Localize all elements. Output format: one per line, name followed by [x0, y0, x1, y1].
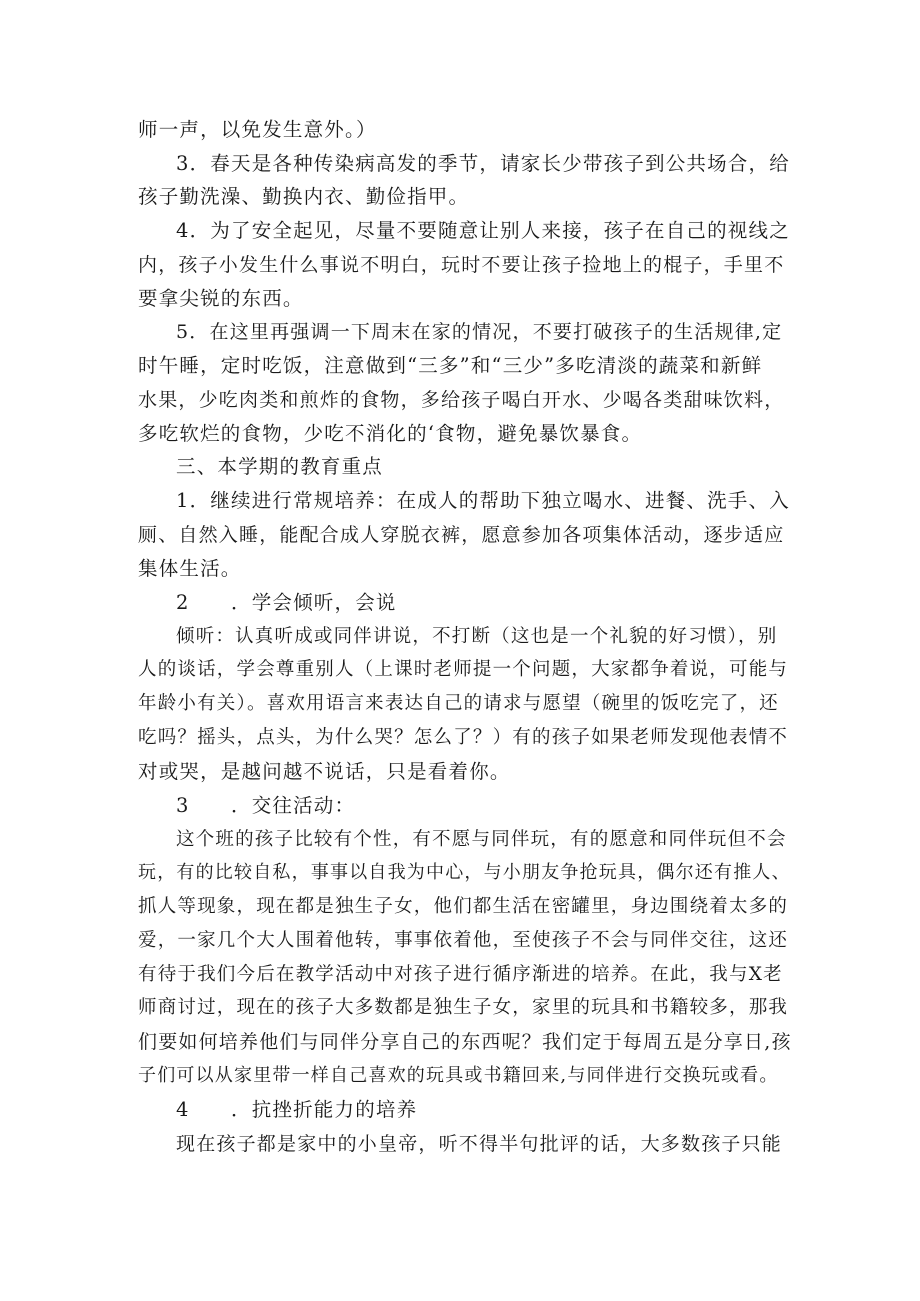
- text-line: 这个班的孩子比较有个性，有不愿与同伴玩，有的愿意和同伴玩但不会: [176, 829, 787, 850]
- text-line: 内，孩子小发生什么事说不明白，玩时不要让孩子捡地上的棍子，手里不: [138, 254, 785, 276]
- text-line: 有待于我们今后在教学活动中对孩子进行循序渐进的培养。在此，我与X老: [138, 964, 783, 985]
- text-line: 4．为了安全起见，尽量不要随意让别人来接，孩子在自己的视线之: [176, 219, 790, 242]
- text-line: 1．继续进行常规培养：在成人的帮助下独立喝水、进餐、洗手、入: [176, 489, 790, 512]
- text-line: 集体生活。: [138, 557, 242, 580]
- text-line: 对或哭，是越问越不说话，只是看着你。: [138, 760, 511, 783]
- text-line: 人的谈话，学会尊重别人（上课时老师提一个问题，大家都争着说，可能与: [138, 659, 789, 680]
- subheading: 3 ．交往活动：: [176, 794, 356, 817]
- text-line: 年龄小有关）。喜欢用语言来表达自己的请求与愿望（碗里的饭吃完了，还: [138, 693, 779, 714]
- section-heading: 三、本学期的教育重点: [176, 455, 384, 478]
- text-line: 多吃软烂的食物，少吃不消化的‘食物，避免暴饮暴食。: [138, 422, 643, 445]
- subheading: 4 ．抗挫折能力的培养: [176, 1098, 418, 1121]
- text-line: 子们可以从家里带一样自己喜欢的玩具或书籍回来,与同伴进行交换玩或看。: [138, 1065, 779, 1086]
- text-line: 爱，一家几个大人围着他转，事事依着他，至使孩子不会与同伴交往，这还: [138, 930, 789, 951]
- text-line: 要拿尖锐的东西。: [138, 287, 304, 310]
- text-line: 3．春天是各种传染病高发的季节，请家长少带孩子到公共场合，给: [176, 152, 790, 175]
- text-line: 抓人等现象，现在都是独生子女，他们都生活在密罐里，身边围绕着太多的: [138, 896, 789, 917]
- text-line: 厕、自然入睡，能配合成人穿脱衣裤，愿意参加各项集体活动，逐步适应: [138, 524, 785, 546]
- text-line: 5．在这里再强调一下周末在家的情况，不要打破孩子的生活规律,定: [176, 321, 783, 343]
- text-line: 孩子勤洗澡、勤换内衣、勤俭指甲。: [138, 185, 470, 208]
- text-line: 吃吗？摇头，点头，为什么哭？怎么了？）有的孩子如果老师发现他表情不: [138, 727, 789, 748]
- text-line: 师一声，以免发生意外。）: [138, 118, 377, 141]
- text-line: 玩，有的比较自私，事事以自我为中心，与小朋友争抢玩具，偶尔还有推人、: [138, 862, 791, 883]
- text-line: 倾听：认真听成或同伴讲说，不打断（这也是一个礼貌的好习惯），别: [176, 626, 778, 647]
- text-line: 水果，少吃肉类和煎炸的食物，多给孩子喝白开水、少喝各类甜味饮料，: [138, 389, 785, 411]
- text-line: 时午睡，定时吃饭，注意做到“三多”和“三少”多吃清淡的蔬菜和新鲜: [138, 354, 763, 377]
- subheading: 2 ．学会倾听，会说: [176, 591, 397, 614]
- text-line: 们要如何培养他们与同伴分享自己的东西呢？我们定于每周五是分享日,孩: [138, 1031, 792, 1053]
- text-line: 现在孩子都是家中的小皇帝，听不得半句批评的话，大多数孩子只能: [176, 1133, 783, 1155]
- text-line: 师商讨过，现在的孩子大多数都是独生子女，家里的玩具和书籍较多，那我: [138, 997, 789, 1018]
